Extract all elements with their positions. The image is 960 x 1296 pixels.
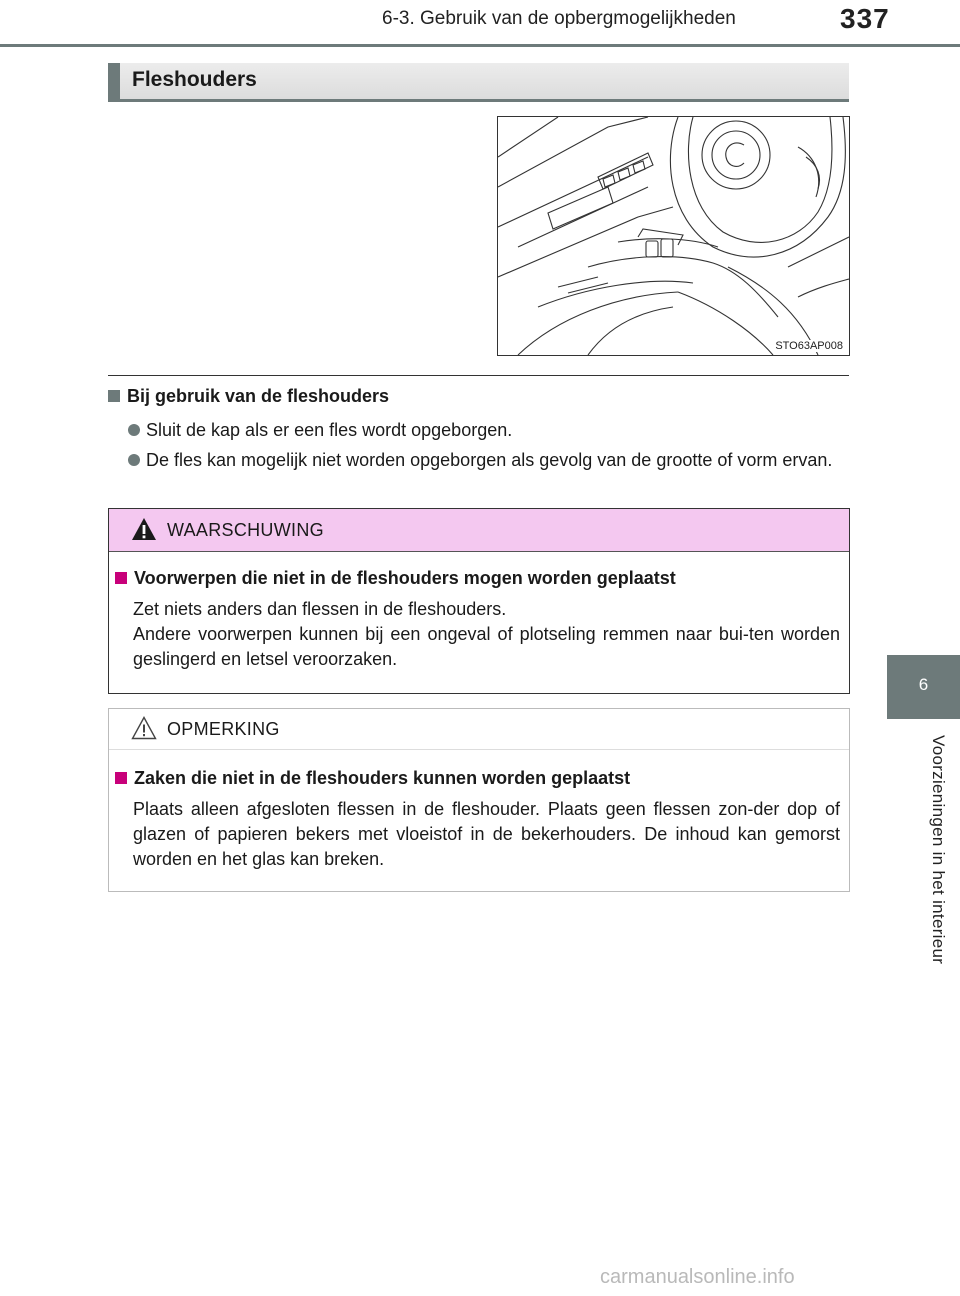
warning-box bbox=[108, 508, 850, 694]
topic-stripe bbox=[108, 63, 120, 102]
usage-bullet bbox=[128, 418, 850, 443]
car-interior-drawing bbox=[498, 117, 849, 355]
topic-title: Fleshouders bbox=[132, 68, 257, 91]
usage-bullet-text: De fles kan mogelijk niet worden opgeborgen als gevolg van de grootte of vorm ervan. bbox=[146, 450, 833, 470]
warning-triangle-icon bbox=[131, 517, 157, 541]
section-title: 6-3. Gebruik van de opbergmogelijkheden bbox=[382, 8, 736, 29]
warning-line: Zet niets anders dan flessen in de fleshouders. bbox=[133, 599, 507, 619]
notice-box bbox=[108, 708, 850, 892]
notice-label: OPMERKING bbox=[167, 719, 280, 739]
warning-header bbox=[109, 509, 849, 552]
chapter-number: 6 bbox=[918, 675, 929, 694]
warning-label: WAARSCHUWING bbox=[167, 520, 324, 540]
square-bullet-icon bbox=[108, 390, 120, 402]
square-bullet-icon bbox=[115, 572, 127, 584]
circle-bullet-icon bbox=[128, 424, 140, 436]
warning-subheading-text: Voorwerpen die niet in de fleshouders mogen worden geplaatst bbox=[134, 568, 676, 588]
notice-text: Plaats alleen afgesloten flessen in de fleshouder. Plaats geen flessen zon-der dop of glazen of papieren bekers met vloeistof in de bekerhouders. De inhoud kan gemorst worden en het glas kan breken. bbox=[133, 799, 840, 869]
usage-bullet bbox=[128, 448, 850, 473]
notice-subheading bbox=[115, 768, 630, 789]
divider-rule bbox=[108, 375, 849, 376]
chapter-label: Voorzieningen in het interieur bbox=[929, 735, 948, 965]
warning-line: Andere voorwerpen kunnen bij een ongeval of plotseling remmen naar bui-ten worden geslingerd en letsel veroorzaken. bbox=[133, 624, 840, 669]
notice-header bbox=[109, 709, 849, 750]
page-number: 337 bbox=[840, 3, 890, 34]
figure-code: STO63AP008 bbox=[775, 340, 843, 352]
notice-triangle-icon bbox=[131, 716, 157, 740]
notice-subheading-text: Zaken die niet in de fleshouders kunnen worden geplaatst bbox=[134, 768, 631, 788]
watermark[interactable]: carmanualsonline.info bbox=[600, 1266, 795, 1288]
usage-heading-text: Bij gebruik van de fleshouders bbox=[127, 386, 390, 406]
warning-text bbox=[133, 597, 840, 672]
bottle-holder-illustration bbox=[497, 116, 850, 356]
usage-heading bbox=[108, 386, 389, 407]
circle-bullet-icon bbox=[128, 454, 140, 466]
chapter-tab[interactable] bbox=[887, 655, 960, 719]
square-bullet-icon bbox=[115, 772, 127, 784]
header-rule bbox=[0, 44, 960, 47]
usage-bullet-text: Sluit de kap als er een fles wordt opgeborgen. bbox=[146, 420, 513, 440]
topic-heading-bar bbox=[108, 63, 849, 102]
warning-subheading bbox=[115, 568, 676, 589]
